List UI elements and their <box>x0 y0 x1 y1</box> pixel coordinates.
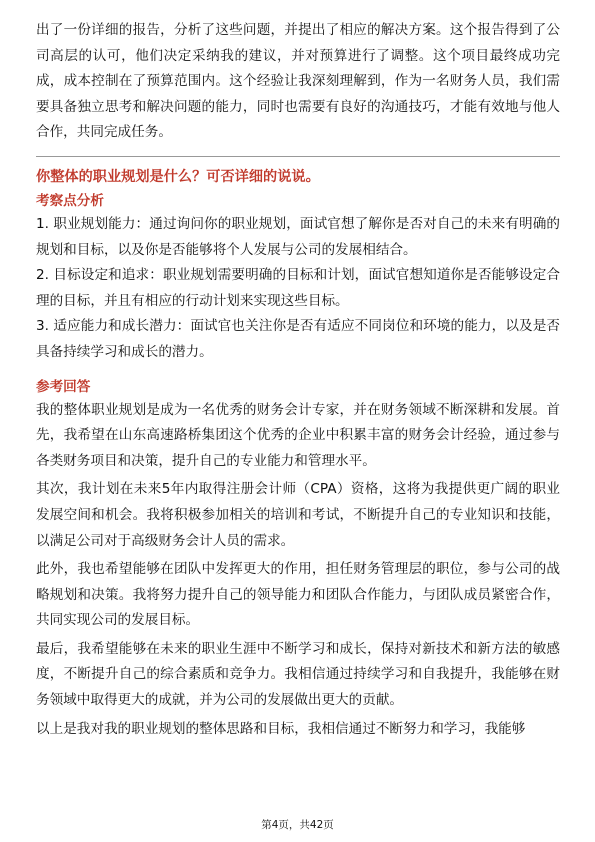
answer-paragraph-2: 其次，我计划在未来5年内取得注册会计师（CPA）资格，这将为我提供更广阔的职业发展空间和机会。我将积极参加相关的培训和考试，不断提升自己的专业知识和技能，以满足公司对于高级财务会计人员的需求。 <box>36 481 560 549</box>
intro-paragraph: 出了一份详细的报告，分析了这些问题，并提出了相应的解决方案。这个报告得到了公司高层的认可，他们决定采纳我的建议，并对预算进行了调整。这个项目最终成功完成，成本控制在了预算范围内。这个经验让我深刻理解到，作为一名财务人员，我们需要具备独立思考和解决问题的能力，同时也需要有良好的沟通技巧，才能有效地与他人合作，共同完成任务。 <box>36 22 560 141</box>
analysis-item-2: 2. 目标设定和追求：职业规划需要明确的目标和计划，面试官想知道你是否能够设定合理的目标，并且有相应的行动计划来实现这些目标。 <box>36 267 560 309</box>
answer-heading: 参考回答 <box>36 378 91 395</box>
interview-question: 你整体的职业规划是什么？可否详细的说说。 <box>36 168 320 185</box>
document-page <box>36 18 560 742</box>
analysis-item-1: 1. 职业规划能力：通过询问你的职业规划，面试官想了解你是否对自己的未来有明确的规划和目标，以及你是否能够将个人发展与公司的发展相结合。 <box>36 215 560 258</box>
answer-paragraph-3: 此外，我也希望能够在团队中发挥更大的作用，担任财务管理层的职位，参与公司的战略规划和决策。我将努力提升自己的领导能力和团队合作能力，与团队成员紧密合作，共同实现公司的发展目标。 <box>36 561 560 629</box>
analysis-item-3: 3. 适应能力和成长潜力：面试官也关注你是否有适应不同岗位和环境的能力，以及是否具备持续学习和成长的潜力。 <box>36 318 560 360</box>
answer-paragraph-1: 我的整体职业规划是成为一名优秀的财务会计专家，并在财务领域不断深耕和发展。首先，我希望在山东高速路桥集团这个优秀的企业中积累丰富的财务会计经验，通过参与各类财务项目和决策，提升自己的专业能力和管理水平。 <box>36 401 560 469</box>
page-number-footer: 第4页，共42页 <box>261 819 334 831</box>
section-divider <box>36 156 560 157</box>
answer-paragraph-5: 以上是我对我的职业规划的整体思路和目标，我相信通过不断努力和学习，我能够 <box>36 720 526 737</box>
analysis-heading: 考察点分析 <box>36 192 104 209</box>
answer-paragraph-4: 最后，我希望能够在未来的职业生涯中不断学习和成长，保持对新技术和新方法的敏感度，不断提升自己的综合素质和竞争力。我相信通过持续学习和自我提升，我能够在财务领域中取得更大的成就，并为公司的发展做出更大的贡献。 <box>36 640 560 709</box>
